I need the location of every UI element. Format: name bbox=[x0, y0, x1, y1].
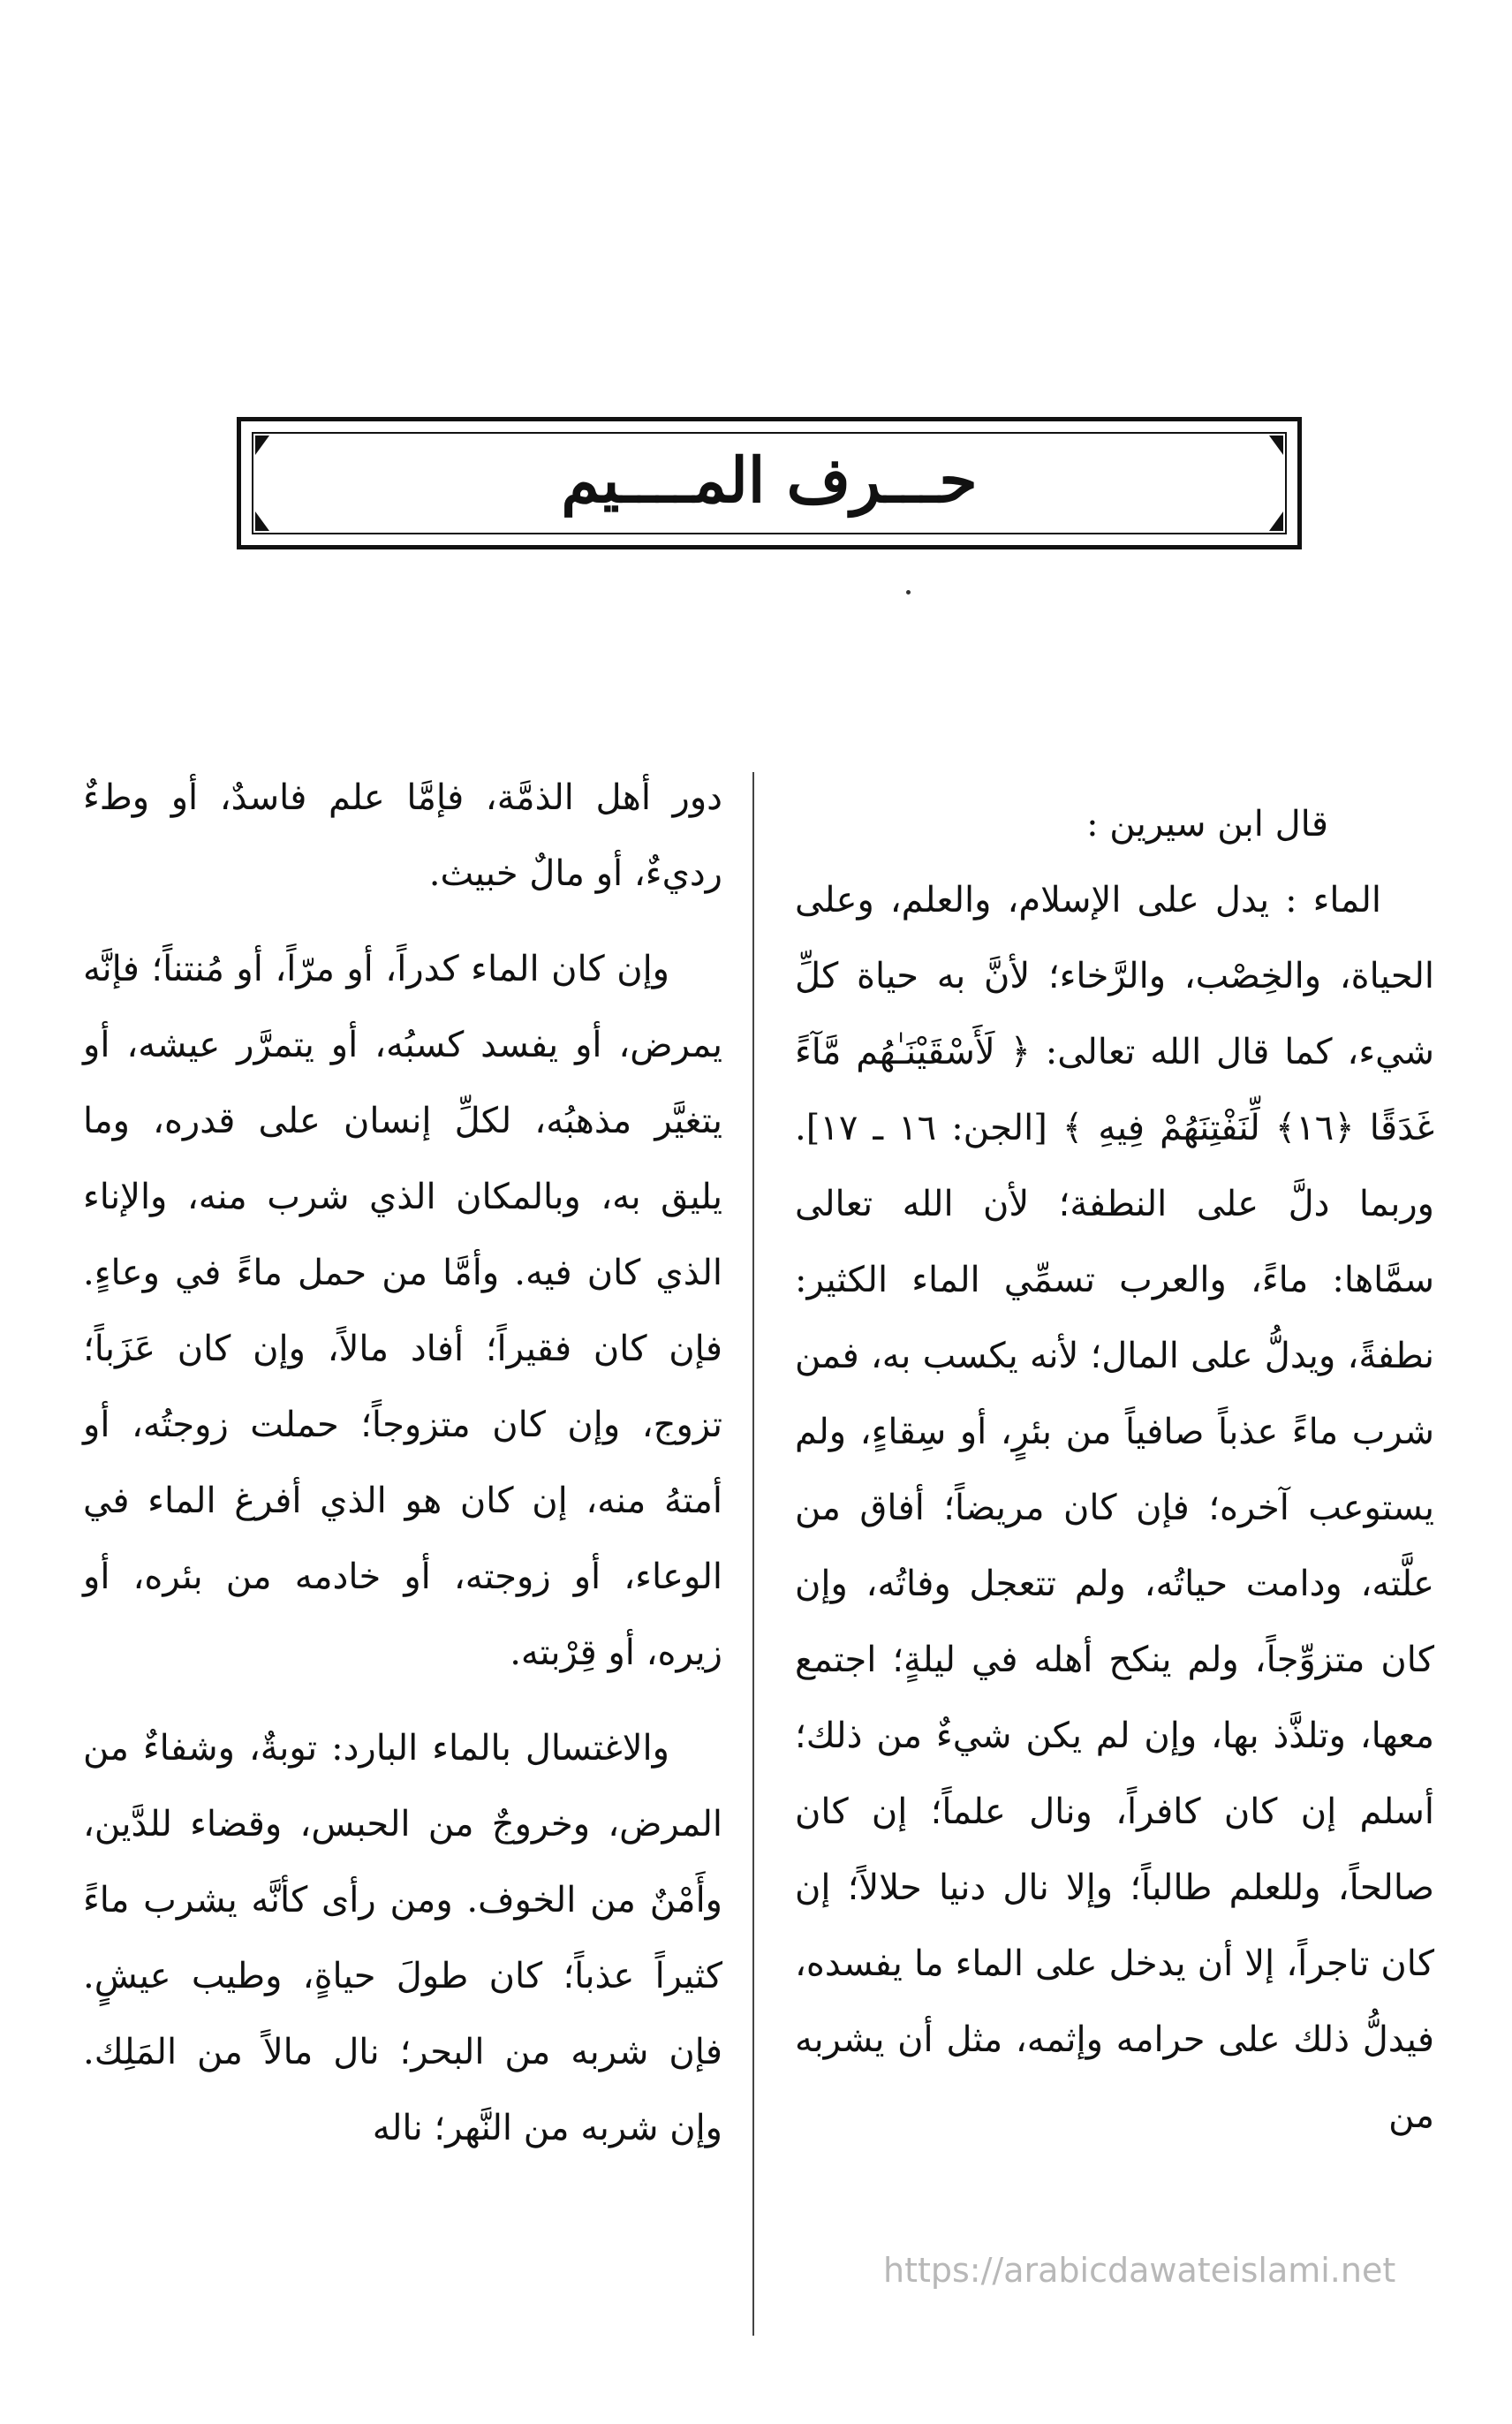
paragraph-water: الماء : يدل على الإسلام، والعلم، وعلى الحياة، والخِصْب، والرَّخاء؛ لأنَّ به حياة كلِّ شيء، كما قال الله تعالى: ﴿ لَأَسْقَيْنَـٰهُم مَّآءً غَدَقًا ﴿١٦﴾ لِّنَفْتِنَهُمْ فِيهِ ﴾ [الجن: ١٦ ـ ١٧]. وربما دلَّ على النطفة؛ لأن الله تعالى سمَّاها: ماءً، والعرب تسمِّي الماء الكثير: نطفةً، ويدلُّ على المال؛ لأنه يكسب به، فمن شرب ماءً عذباً صافياً من بئرٍ، أو سِقاءٍ، ولم يستوعب آخره؛ فإن كان مريضاً؛ أفاق من علَّته، ودامت حياتُه، ولم تتعجل وفاتُه، وإن كان متزوِّجاً، ولم ينكح أهله في ليلةٍ؛ اجتمع معها، وتلذَّذ بها، وإن لم يكن شيءٌ من ذلك؛ أسلم إن كان كافراً، ونال علماً؛ إن كان صالحاً، وللعلم طالباً؛ وإلا نال دنيا حلالاً؛ إن كان تاجراً، إلا أن يدخل على الماء ما يفسده، فيدلُّ ذلك على حرامه وإثمه، مثل أن يشربه من bbox=[795, 880, 1435, 2136]
chapter-header-frame bbox=[237, 417, 1302, 549]
paragraph-continuation: دور أهل الذمَّة، فإمَّا علم فاسدٌ، أو وطءٌ رديءٌ، أو مالٌ خبيث. bbox=[83, 777, 722, 894]
paragraph-cold-bath: والاغتسال بالماء البارد: توبةٌ، وشفاءٌ من المرض، وخروجٌ من الحبس، وقضاء للدَّين، وأَمْنٌ من الخوف. ومن رأى كأنَّه يشرب ماءً كثيراً عذباً؛ كان طولَ حياةٍ، وطيب عيشٍ. فإن شربه من البحر؛ نال مالاً من المَلِك. وإن شربه من النَّهر؛ ناله bbox=[83, 1728, 722, 2148]
chapter-title: حـــرف المــــيم bbox=[561, 443, 978, 517]
website-watermark: https://arabicdawateislami.net bbox=[883, 2251, 1396, 2290]
right-text-column bbox=[795, 786, 1434, 2154]
column-divider bbox=[752, 772, 754, 2336]
print-speck bbox=[906, 590, 911, 595]
left-text-column bbox=[83, 760, 722, 2166]
paragraph-turbid-water: وإن كان الماء كدراً، أو مرّاً، أو مُنتناً؛ فإنَّه يمرض، أو يفسد كسبُه، أو يتمرَّر عيشه، أو يتغيَّر مذهبُه، لكلِّ إنسان على قدره، وما يليق به، وبالمكان الذي شرب منه، والإناء الذي كان فيه. وأمَّا من حمل ماءً في وعاءٍ. فإن كان فقيراً؛ أفاد مالاً، وإن كان عَزَباً؛ تزوج، وإن كان متزوجاً؛ حملت زوجتُه، أو أمتهُ منه، إن كان هو الذي أفرغ الماء في الوعاء، أو زوجته، أو خادمه من بئره، أو زيره، أو قِرْبته. bbox=[83, 949, 722, 1673]
column-heading: قال ابن سيرين : bbox=[1086, 804, 1328, 845]
